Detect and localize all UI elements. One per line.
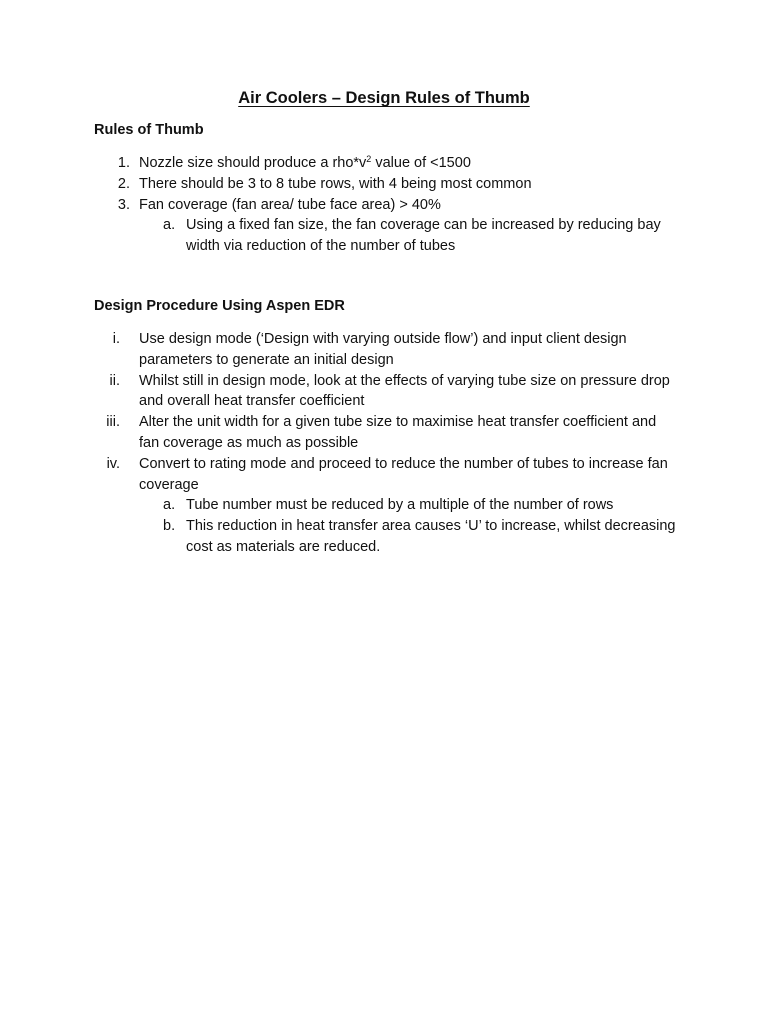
list-marker: ii. (109, 372, 120, 389)
sub-list-item (0, 215, 768, 257)
list-item (0, 454, 768, 496)
document-title: Air Coolers – Design Rules of Thumb (238, 89, 530, 107)
list-item (0, 195, 768, 216)
list-item (0, 174, 768, 195)
section-heading-rules-of-thumb: Rules of Thumb (94, 122, 204, 138)
list-marker: a. (163, 497, 176, 514)
section-heading-design-procedure: Design Procedure Using Aspen EDR (94, 298, 345, 314)
list-item-text: Alter the unit width for a given tube size to maximise heat transfer coefficient and fan coverage as much as possible (139, 414, 657, 451)
list-marker: a. (163, 217, 176, 234)
list-marker: iii. (106, 414, 120, 431)
list-item (0, 153, 768, 174)
list-item-text: Fan coverage (fan area/ tube face area) > 40% (139, 196, 441, 213)
list-marker: 3. (117, 196, 130, 213)
list-item-text: There should be 3 to 8 tube rows, with 4 being most common (139, 175, 532, 192)
list-item-text: Whilst still in design mode, look at the effects of varying tube size on pressure drop and overall heat transfer coefficient (139, 372, 670, 410)
list-marker: iv. (106, 455, 120, 472)
list-marker: 2. (117, 175, 130, 192)
procedure-list (0, 329, 768, 558)
list-marker: i. (112, 331, 120, 347)
sub-list-item (0, 516, 768, 558)
superscript: 2 (366, 154, 372, 164)
list-item-text: Tube number must be reduced by a multiple of the number of rows (186, 497, 614, 514)
list-item-text: This reduction in heat transfer area causes ‘U’ to increase, whilst decreasing cost as materials are reduced. (186, 518, 676, 555)
list-item-text: Use design mode (‘Design with varying outside flow’) and input client design parameters to generate an initial design (139, 331, 627, 368)
list-item-text-part: value of <1500 (371, 155, 471, 171)
list-item-text: Using a fixed fan size, the fan coverage can be increased by reducing bay width via reduction of the number of tubes (186, 217, 661, 255)
list-marker: 1. (117, 155, 130, 171)
list-marker: b. (163, 518, 176, 535)
list-item-text-part: Nozzle size should produce a rho*v (139, 155, 367, 171)
list-item-text: Convert to rating mode and proceed to reduce the number of tubes to increase fan coverage (139, 455, 668, 493)
rules-list (0, 153, 768, 257)
list-item (0, 412, 768, 454)
sub-list-item (0, 495, 768, 516)
list-item-text (139, 153, 679, 174)
list-item (0, 329, 768, 371)
list-item (0, 371, 768, 413)
